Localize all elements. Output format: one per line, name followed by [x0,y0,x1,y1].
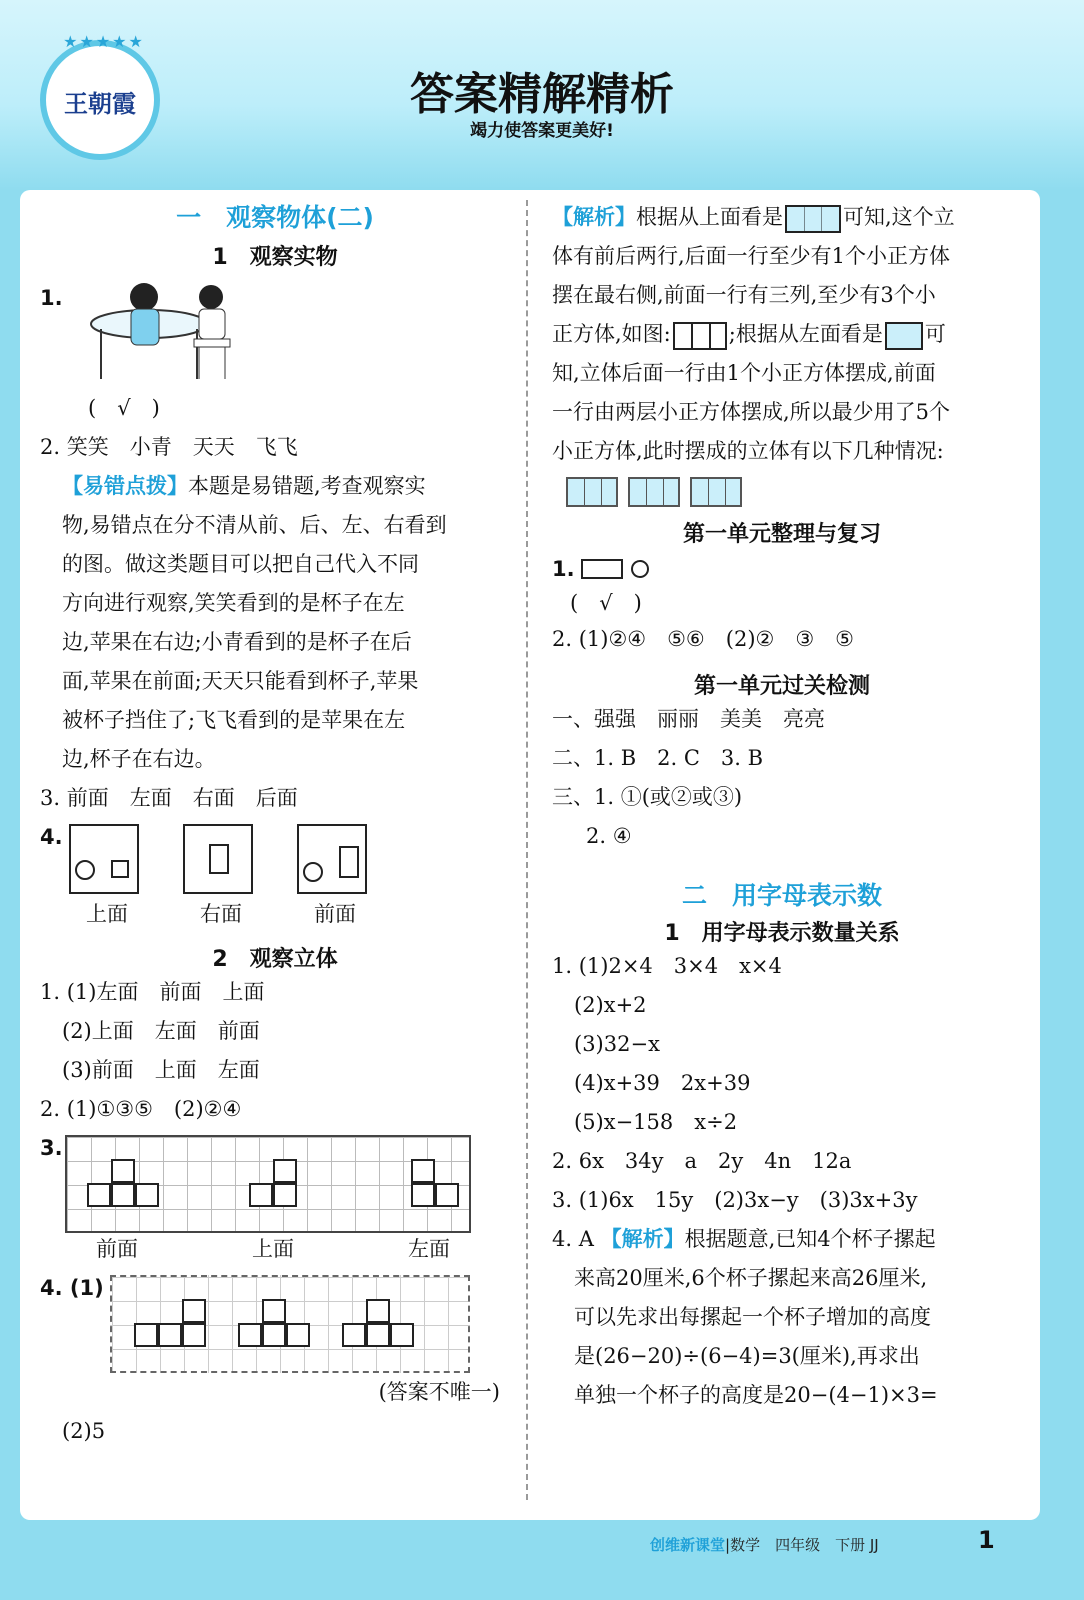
table-illustration [89,279,239,389]
right-view-box [183,824,253,894]
explain-line: 是(26−20)÷(6−4)=3(厘米),再求出 [574,1344,920,1368]
explain-line: 面,苹果在前面;天天只能看到杯子,苹果 [62,669,419,693]
question-number: 4. [40,825,63,849]
footer [650,1534,879,1555]
cube-cell [366,1323,390,1347]
question-number: 3. [40,1136,63,1160]
explain-line: 本题是易错题,考查观察实 [188,474,426,498]
left-column [40,190,510,1451]
explain-line: 根据从上面看是 [636,205,783,229]
test-line: 二、1. B 2. C 3. B [552,746,764,770]
logo-brand: 王朝霞 [64,90,136,118]
u2-line: (2)x+2 [574,993,647,1017]
stars-icon: ★★★★★ [63,32,145,51]
cube-cell [273,1159,297,1183]
answer-note: (答案不唯一) [378,1380,500,1404]
footer-info: |数学 四年级 下册 JJ [725,1536,879,1554]
q3-answer: 3. 前面 左面 右面 后面 [40,786,298,810]
cube-cell [158,1323,182,1347]
s2-q4-part2: (2)5 [62,1419,106,1443]
circle-shape [303,862,323,882]
explain-line: 可 [924,322,946,346]
explain-line: ;根据从左面看是 [728,322,883,346]
unit-title: 一 观察物体(二) [176,203,374,232]
section-title: 2 观察立体 [212,947,338,972]
page-title: 答案精解精析 [410,69,674,120]
cube-cell [134,1323,158,1347]
explain-line: 可以先求出每摞起一个杯子增加的高度 [574,1305,931,1329]
cube-cell [273,1183,297,1207]
rectangle-icon [581,559,623,579]
r-q1-answer: ( √ ) [570,591,642,615]
view-label: 左面 [408,1237,450,1261]
test-line: 2. ④ [586,824,632,848]
u2-line: (4)x+39 2x+39 [574,1071,751,1095]
explain-line: 根据题意,已知4个杯子摞起 [684,1227,936,1251]
explain-line: 边,杯子在右边。 [62,747,216,771]
cube-cell [111,1159,135,1183]
u2-line: 1. (1)2×4 3×4 x×4 [552,954,782,978]
page-subtitle: 竭力使答案更美好! [470,121,614,141]
rect-shape [339,846,359,878]
header-banner [0,0,1084,190]
unit-title: 二 用字母表示数 [681,881,882,910]
cube-cell [135,1183,159,1207]
explain-tag: 【解析】 [600,1227,685,1251]
cube-arrangement-3 [690,477,742,507]
left-view-icon [885,322,923,350]
u2-q4-lead: 4. A [552,1227,594,1251]
front-view-box [297,824,367,894]
explain-line: 摆在最右侧,前面一行有三列,至少有3个小 [552,283,936,307]
explain-line: 的图。做这类题目可以把自己代入不同 [62,552,419,576]
u2-line: 3. (1)6x 15y (2)3x−y (3)3x+3y [552,1188,918,1212]
explain-line: 知,立体后面一行由1个小正方体摆成,前面 [552,361,936,385]
u2-line: (5)x−158 x÷2 [574,1110,738,1134]
view-label: 前面 [96,1237,138,1261]
s2-q1-line: (2)上面 左面 前面 [62,1019,260,1043]
test-line: 三、1. ①(或②或③) [552,785,743,809]
cube-cell [366,1299,390,1323]
question-number: 4. (1) [40,1276,104,1300]
footer-brand: 创维新课堂 [650,1536,726,1554]
cube-cell [262,1323,286,1347]
view-label: 前面 [314,902,356,926]
u2-line: 2. 6x 34y a 2y 4n 12a [552,1149,852,1173]
view-label: 右面 [200,902,242,926]
top-view-icon [785,205,841,233]
cube-cell [411,1159,435,1183]
square-shape [111,860,129,878]
dashed-grid [110,1275,470,1373]
right-column [552,190,1012,1415]
cube-cell [390,1323,414,1347]
circle-icon [631,560,649,578]
view-label: 上面 [252,1237,294,1261]
explain-line: 体有前后两行,后面一行至少有1个小正方体 [552,244,951,268]
s2-q2-answer: 2. (1)①③⑤ (2)②④ [40,1097,242,1121]
explain-line: 正方体,如图: [552,322,671,346]
layout-grid-icon [673,322,727,350]
cube-cell [435,1183,459,1207]
s2-q1-line: (3)前面 上面 左面 [62,1058,260,1082]
view-label: 上面 [86,902,128,926]
explain-line: 小正方体,此时摆成的立体有以下几种情况: [552,439,944,463]
cube-cell [182,1323,206,1347]
rect-shape [209,844,229,874]
question-number: 1. [552,557,575,581]
explain-line: 可知,这个立 [843,205,955,229]
section-title: 1 观察实物 [212,245,338,270]
r-q2-answer: 2. (1)②④ ⑤⑥ (2)② ③ ⑤ [552,627,854,651]
explain-tag: 【解析】 [552,205,636,229]
cube-cell [238,1323,262,1347]
page-number: 1 [978,1526,995,1554]
cube-cell [111,1183,135,1207]
cube-arrangements [566,477,1012,507]
cube-cell [286,1323,310,1347]
section-title: 第一单元整理与复习 [682,522,881,547]
explain-tag: 【易错点拨】 [62,474,188,498]
explain-line: 被杯子挡住了;飞飞看到的是苹果在左 [62,708,406,732]
q1-answer: ( √ ) [88,396,160,420]
u2-line: (3)32−x [574,1032,660,1056]
dotted-grid [65,1135,471,1233]
explain-line: 一行由两层小正方体摆成,所以最少用了5个 [552,400,951,424]
explain-line: 来高20厘米,6个杯子摞起来高26厘米, [574,1266,928,1290]
cube-cell [411,1183,435,1207]
circle-shape [75,860,95,880]
explain-line: 方向进行观察,笑笑看到的是杯子在左 [62,591,405,615]
cube-cell [249,1183,273,1207]
cube-arrangement-1 [566,477,618,507]
explain-line: 物,易错点在分不清从前、后、左、右看到 [62,513,447,537]
test-line: 一、强强 丽丽 美美 亮亮 [552,707,825,731]
section-title: 第一单元过关检测 [693,674,870,699]
q2-answer: 2. 笑笑 小青 天天 飞飞 [40,435,298,459]
explain-line: 边,苹果在右边;小青看到的是杯子在后 [62,630,412,654]
cube-cell [342,1323,366,1347]
explain-line: 单独一个杯子的高度是20−(4−1)×3= [574,1383,938,1407]
cube-cell [87,1183,111,1207]
s2-q1-line: 1. (1)左面 前面 上面 [40,980,265,1004]
cube-arrangement-2 [628,477,680,507]
column-divider [526,200,528,1500]
section-title: 1 用字母表示数量关系 [664,921,900,946]
question-number: 1. [40,286,63,310]
view-diagrams [69,824,367,894]
top-view-box [69,824,139,894]
cube-cell [262,1299,286,1323]
cube-cell [182,1299,206,1323]
